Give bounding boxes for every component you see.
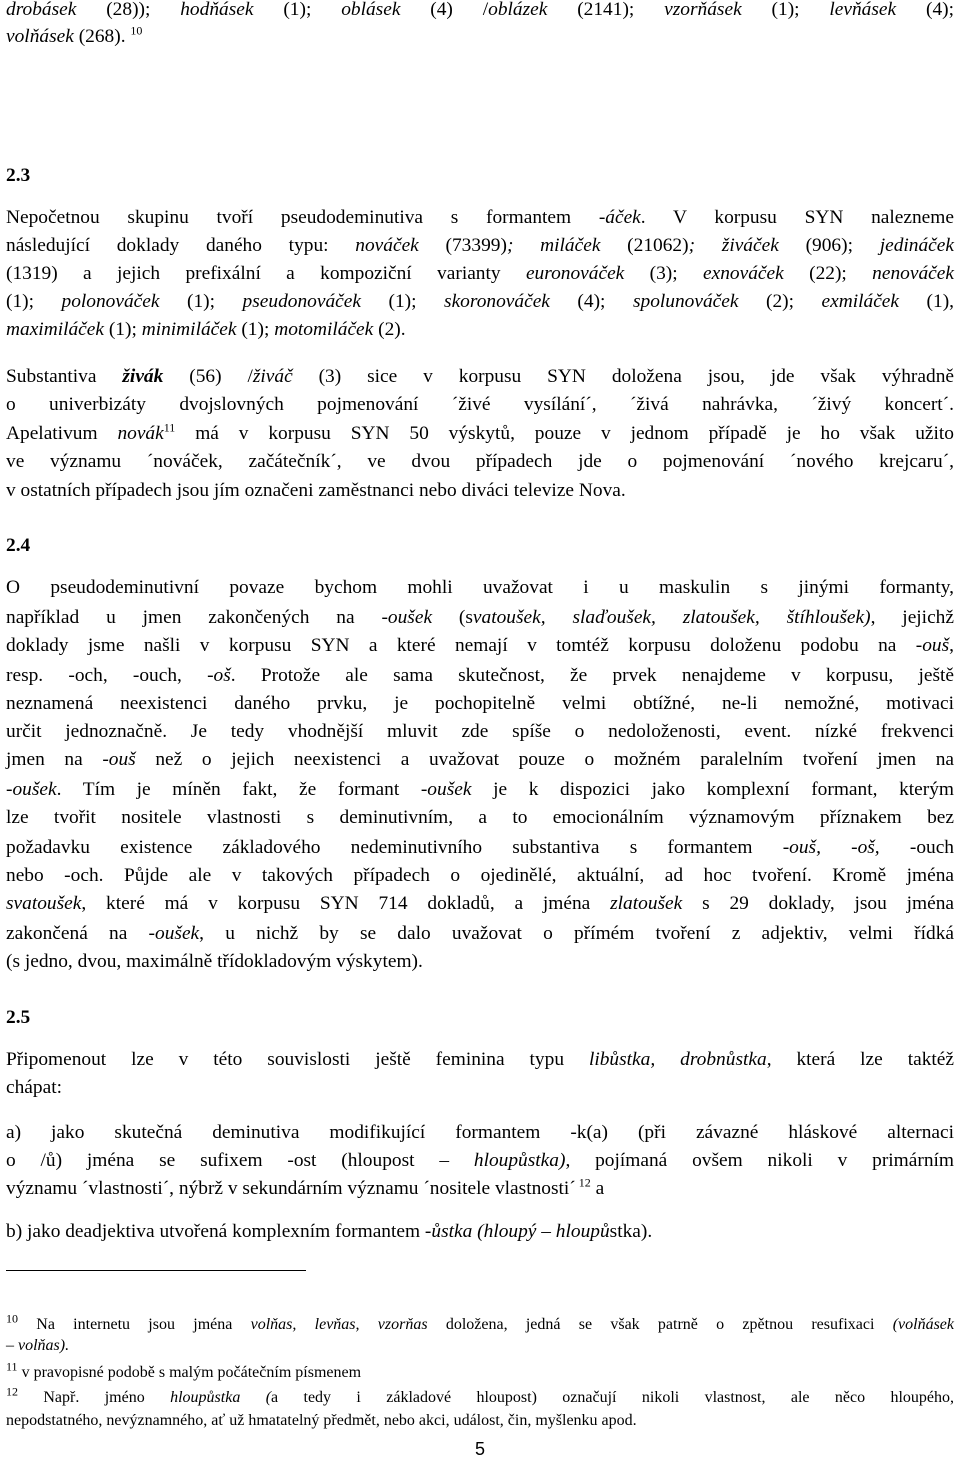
text-run: pseudonováček (242, 291, 361, 312)
paragraph-line (6, 690, 954, 717)
text-run: (1); (6, 291, 62, 312)
paragraph-line (6, 574, 954, 601)
text-run: Připomenout lze v této souvislosti ještě feminina typu (6, 1049, 589, 1070)
text-run: (2141); (547, 0, 665, 20)
text-run: motomiláček (274, 319, 374, 340)
text-run: (906); (778, 235, 880, 256)
paragraph-line (6, 204, 954, 231)
text-run: zlatoušek (610, 893, 683, 914)
text-run: , pojímaná ovšem nikoli v primárním (565, 1150, 954, 1171)
text-run: o univerbizáty dvojslovných pojmenování ´živé vysílání´, ´živá nahrávka, ´živý koncert´. (6, 394, 954, 415)
text-run: . Protože ale sama skutečnost, že prvek nenajdeme v korpusu, ještě (230, 665, 954, 686)
text-run: (1); (253, 0, 342, 20)
paragraph-line (6, 920, 954, 947)
paragraph-line (6, 448, 954, 475)
footnote-marker: 12 (575, 1175, 591, 1190)
text-run: ; živáček (688, 235, 779, 256)
text-run: (2). (373, 319, 406, 340)
text-run: ůstka (hloupý – hloupů (431, 1221, 610, 1242)
text-run: b) jako deadjektiva utvořená komplexním formantem - (6, 1221, 432, 1242)
text-run: a) jako skutečná deminutiva modifikující formantem -k(a) (při závazné hláskové alternaci (6, 1122, 954, 1143)
text-run: má v korpusu SYN 50 výskytů, pouze v jednom případě je ho však užito (175, 423, 954, 444)
text-run: (56) / (163, 366, 253, 387)
list-item-a (6, 1119, 954, 1146)
text-run: (1); (104, 319, 142, 340)
text-run: živák (122, 366, 164, 387)
text-run: levňásek (829, 0, 897, 20)
text-run: Substantiva (6, 366, 123, 387)
text-run: požadavku existence základového nedeminutivního substantiva s formantem (6, 837, 783, 858)
text-run: . Tím je míněn fakt, že formant (56, 779, 421, 800)
text-run: než o jejich neexistenci a uvažovat pouze o možném paralelním tvoření jmen na (135, 749, 954, 770)
text-run: -ouš, -oš, (782, 837, 880, 858)
text-run: -ouch (879, 837, 955, 858)
text-run: je k dispozici jako komplexní formant, kterým (471, 779, 954, 800)
text-run: Na internetu jsou jména (18, 1316, 251, 1333)
footnote-12-continued (6, 1410, 954, 1431)
text-run: významu ´vlastnosti´, nýbrž v sekundárním významu ´nositele vlastnosti´ (6, 1178, 576, 1199)
paragraph-line (6, 834, 954, 861)
text-run: (3) sice v korpusu SYN doložena jsou, jde však výhradně (292, 366, 954, 387)
paragraph-line (6, 862, 954, 889)
page-number: 5 (474, 1439, 485, 1459)
text-run: (4); (549, 291, 633, 312)
section-heading-2-5: 2.5 (6, 1007, 31, 1028)
text-run: O pseudodeminutivní povaze bychom mohli uvažovat i u maskulin s jinými formanty, (6, 577, 954, 598)
text-run: oblásek (341, 0, 401, 20)
text-run: o /ů) jména se sufixem -ost (hloupost – (6, 1150, 474, 1171)
paragraph-line (6, 316, 954, 343)
text-run: spolunováček (632, 291, 739, 312)
footnote-marker: 11 (163, 420, 176, 435)
text-run: v pravopisné podobě s malým počátečním písmenem (17, 1364, 362, 1381)
text-run: (3); (624, 263, 704, 284)
footnote-10 (6, 1311, 954, 1335)
text-run: oblázek (488, 0, 548, 20)
text-run: , jejichž (870, 607, 954, 628)
text-run: -oušek (148, 923, 200, 944)
text-run: zakončená na (6, 923, 149, 944)
text-run: – volňas). (6, 1337, 70, 1354)
text-run: polonováček (61, 291, 160, 312)
text-run: euronováček (525, 263, 625, 284)
text-run: hodňásek (180, 0, 254, 20)
paragraph-line (6, 1175, 954, 1202)
text-run: (volňásek (892, 1316, 954, 1333)
paragraph-line (6, 363, 954, 390)
text-run: nebo -och. Půjde ale v takových případech o ojedinělé, aktuální, ad hoc tvoření. Kromě jména (6, 865, 954, 886)
text-run: vzorňásek (664, 0, 742, 20)
text-run: hloupůstka) (473, 1150, 566, 1171)
text-run: (73399) (418, 235, 507, 256)
text-run: volňásek (6, 26, 74, 47)
text-run: (1); (159, 291, 243, 312)
text-run: v ostatních případech jsou jím označeni zaměstnanci nebo diváci televize Nova. (6, 480, 626, 501)
footnote-11 (6, 1359, 954, 1383)
text-line (6, 0, 954, 23)
text-run: a (590, 1178, 605, 1199)
footnote-marker: 10 (130, 23, 143, 38)
text-run: exmiláček (821, 291, 900, 312)
text-run: -ouš (915, 635, 950, 656)
text-run: svatoušek (6, 893, 82, 914)
text-run: minimiláček (141, 319, 237, 340)
footnote-marker: 10 (6, 1311, 18, 1326)
paragraph-line (6, 1147, 954, 1174)
text-run: vatoušek, slaďoušek, zlatoušek, štíhloušek) (472, 607, 871, 628)
text-run: resp. -och, -ouch, (6, 665, 208, 686)
paragraph-line (6, 746, 954, 773)
text-run: -oušek (420, 779, 472, 800)
text-run: Nepočetnou skupinu tvoří pseudodeminutiva s formantem (6, 207, 599, 228)
paragraph-line (6, 718, 954, 745)
paragraph-line (6, 420, 954, 447)
text-run: novák (117, 423, 164, 444)
text-line (6, 23, 954, 50)
paragraph-line (6, 477, 954, 504)
text-run: (1); (236, 319, 275, 340)
text-run: (268). (73, 26, 131, 47)
paragraph-line (6, 804, 954, 831)
text-run: chápat: (6, 1077, 62, 1098)
text-run: (22); (783, 263, 873, 284)
text-run: lze tvořit nositele vlastnosti s deminutivním, a to emocionálním významovým příznakem bez (6, 807, 954, 828)
text-run: -áček (598, 207, 641, 228)
text-run: (4); (896, 0, 954, 20)
footnote-separator (6, 1270, 306, 1271)
text-run: -oušek (381, 607, 433, 628)
paragraph-line (6, 288, 954, 315)
text-run: -oušek (6, 779, 57, 800)
paragraph-line (6, 232, 954, 259)
text-run: nenováček (872, 263, 954, 284)
paragraph-line (6, 1046, 954, 1073)
text-run: (4) / (400, 0, 489, 20)
text-run: (1); (741, 0, 830, 20)
text-run: určit jednoznačně. Je tedy vhodnější mluvit zde spíše o nedoloženosti, event. nízké frekvenci (6, 721, 954, 742)
text-run: -ouš (102, 749, 136, 770)
text-run: doložena, jedná se však patrně o zpětnou resufixaci (427, 1316, 893, 1333)
text-run: (21062) (600, 235, 689, 256)
text-run: Apelativum (6, 423, 118, 444)
footnote-10-continued (6, 1335, 954, 1356)
text-run: například u jmen zakončených na (6, 607, 382, 628)
footnote-marker: 12 (6, 1384, 18, 1399)
paragraph-line (6, 948, 954, 975)
paragraph-line (6, 604, 954, 631)
text-run: živáč (252, 366, 293, 387)
text-run: (28)); (76, 0, 181, 20)
text-run: (s (432, 607, 473, 628)
text-run: (1); (361, 291, 445, 312)
text-run: maximiláček (6, 319, 104, 340)
text-run: (1), (899, 291, 954, 312)
text-run: jedináček (879, 235, 954, 256)
paragraph-line (6, 776, 954, 803)
paragraph-line (6, 260, 954, 287)
text-run: stka). (609, 1221, 653, 1242)
text-run: Např. jméno (18, 1389, 171, 1406)
text-run: hloupůstka ( (170, 1389, 272, 1406)
text-run: libůstka, drobnůstka (588, 1049, 767, 1070)
text-run: volňas, levňas, vzorňas (250, 1316, 428, 1333)
list-item-b (6, 1218, 954, 1245)
section-heading-2-3: 2.3 (6, 165, 31, 186)
text-run: následující doklady daného typu: (6, 235, 356, 256)
text-run: nováček (355, 235, 419, 256)
paragraph-line (6, 890, 954, 917)
text-run: , které má v korpusu SYN 714 dokladů, a jména (81, 893, 611, 914)
text-run: neznamená neexistenci daného prvku, je pochopitelně velmi obtížné, ne-li nemožné, motivaci (6, 693, 954, 714)
text-run: exnováček (703, 263, 784, 284)
text-run: doklady jsme našli v korpusu SYN a které nemají v tomtéž korpusu doloženu podobu na (6, 635, 916, 656)
text-run: nepodstatného, nevýznamného, ať už hmatatelný předmět, nebo akci, událost, čin, myšlenku apod. (6, 1412, 637, 1429)
paragraph-line (6, 632, 954, 659)
section-heading-2-4: 2.4 (6, 535, 31, 556)
text-run: ve významu ´nováček, začátečník´, ve dvou případech jde o pojmenování ´nového krejcaru´, (6, 451, 954, 472)
text-run: drobásek (6, 0, 77, 20)
text-run: (s jedno, dvou, maximálně třídokladovým výskytem). (6, 951, 423, 972)
text-run: (2); (738, 291, 822, 312)
paragraph-line (6, 391, 954, 418)
text-run: s 29 doklady, jsou jména (682, 893, 955, 914)
text-run: jmen na (6, 749, 103, 770)
text-run: , (949, 635, 954, 656)
text-run: , která lze taktéž (766, 1049, 954, 1070)
text-run: skoronováček (444, 291, 550, 312)
text-run: ; miláček (506, 235, 601, 256)
footnote-12 (6, 1384, 954, 1408)
text-run: (1319) a jejich prefixální a kompoziční varianty (6, 263, 526, 284)
paragraph-line (6, 662, 954, 689)
text-run: . V korpusu SYN nalezneme (640, 207, 954, 228)
text-run: a tedy i základové hloupost) označují nikoli vlastnost, ale něco hloupého, (271, 1389, 954, 1406)
text-run: , u nichž by se dalo uvažovat o přímém tvoření z adjektiv, velmi řídká (199, 923, 954, 944)
text-run: -oš (207, 665, 231, 686)
paragraph-line (6, 1074, 954, 1101)
footnote-marker: 11 (6, 1359, 18, 1374)
